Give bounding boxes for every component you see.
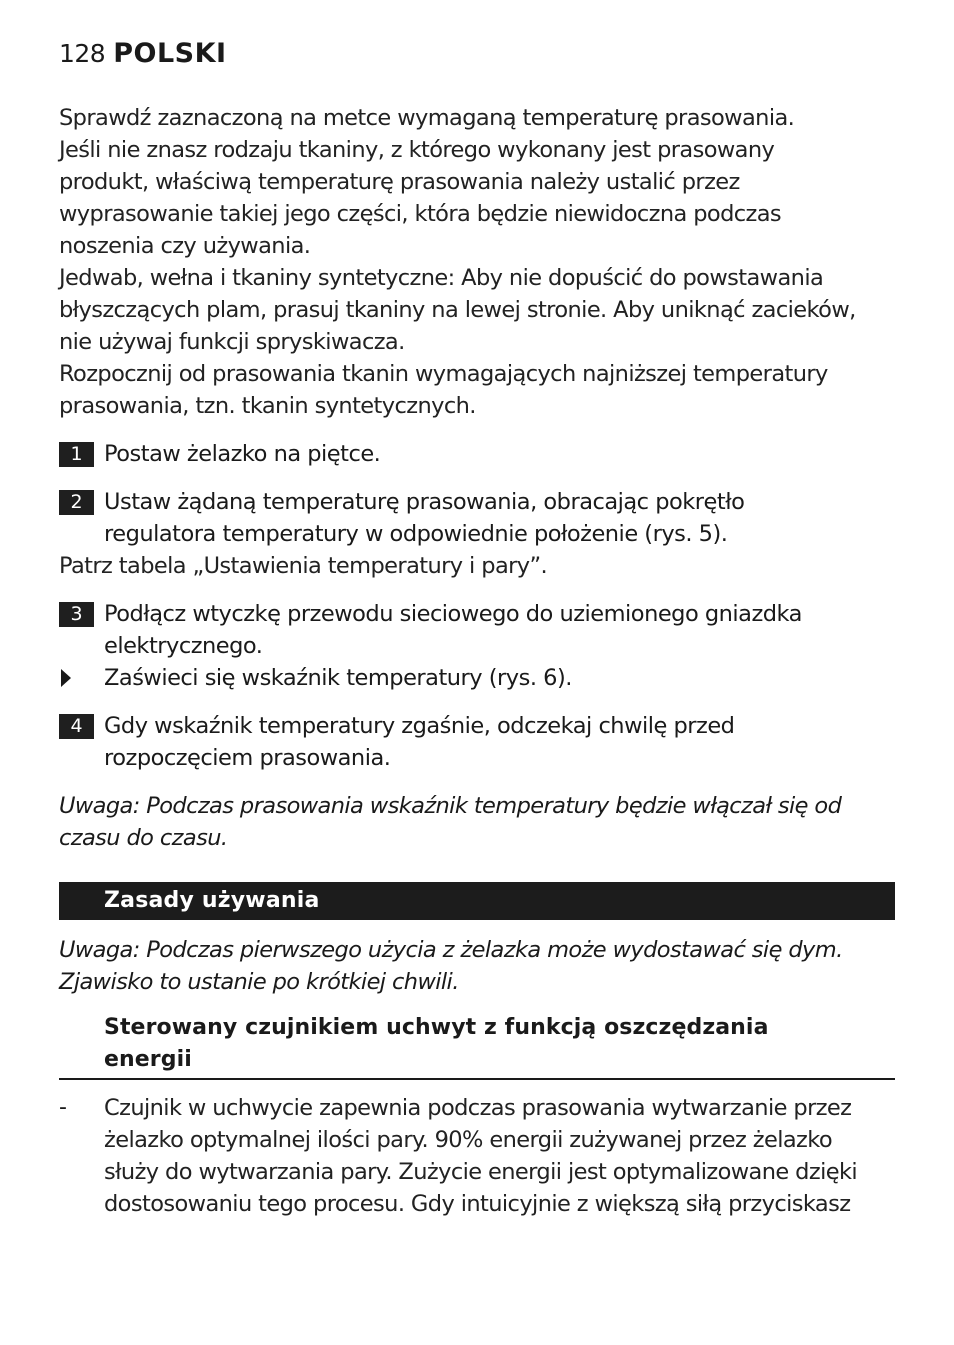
step-text: Postaw żelazko na piętce.: [104, 441, 381, 467]
intro-line: błyszczących plam, prasuj tkaniny na lewej stronie. Aby uniknąć zacieków,: [59, 297, 856, 323]
intro-paragraph: [59, 102, 895, 422]
intro-line: Jedwab, wełna i tkaniny syntetyczne: Aby nie dopuścić do powstawania: [59, 265, 824, 291]
note-temperature: [59, 790, 895, 854]
language-heading: POLSKI: [113, 38, 227, 69]
step-text: Ustaw żądaną temperaturę prasowania, obracając pokrętło: [104, 489, 745, 515]
subheading-line: energii: [104, 1047, 192, 1072]
note-line: Uwaga: Podczas prasowania wskaźnik temperatury będzie włączał się od: [59, 793, 842, 819]
page-content: [59, 102, 895, 1220]
list-item: [59, 1092, 895, 1220]
intro-line: produkt, właściwą temperaturę prasowania należy ustalić przez: [59, 169, 740, 195]
note-first-use: [59, 934, 895, 998]
list-line: żelazko optymalnej ilości pary. 90% energii zużywanej przez żelazko: [104, 1127, 833, 1153]
intro-line: Rozpocznij od prasowania tkanin wymagających najniższej temperatury: [59, 361, 828, 387]
intro-line: wyprasowanie takiej jego części, która będzie niewidoczna podczas: [59, 201, 782, 227]
intro-line: prasowania, tzn. tkanin syntetycznych.: [59, 393, 476, 419]
intro-line: noszenia czy używania.: [59, 233, 311, 259]
list-line: Czujnik w uchwycie zapewnia podczas prasowania wytwarzanie przez: [104, 1095, 852, 1121]
note-line: Zjawisko to ustanie po krótkiej chwili.: [59, 969, 459, 995]
note-line: Uwaga: Podczas pierwszego użycia z żelazka może wydostawać się dym.: [59, 937, 843, 963]
intro-line: Jeśli nie znasz rodzaju tkaniny, z którego wykonany jest prasowany: [59, 137, 775, 163]
step-2: [59, 486, 895, 550]
step-text: regulatora temperatury w odpowiednie położenie (rys. 5).: [104, 521, 728, 547]
intro-line: Sprawdź zaznaczoną na metce wymaganą temperaturę prasowania.: [59, 105, 795, 131]
step-number-badge: 2: [59, 490, 94, 515]
step-3: [59, 598, 895, 662]
step-number-badge: 1: [59, 442, 94, 467]
step-1: [59, 438, 895, 470]
list-line: służy do wytwarzania pary. Zużycie energii jest optymalizowane dzięki: [104, 1159, 858, 1185]
step-text: Gdy wskaźnik temperatury zgaśnie, odczekaj chwilę przed: [104, 713, 735, 739]
step-2-note: Patrz tabela „Ustawienia temperatury i pary”.: [59, 553, 548, 579]
page-number: 128: [59, 39, 106, 68]
step-text: rozpoczęciem prasowania.: [104, 745, 391, 771]
step-text: Podłącz wtyczkę przewodu sieciowego do uziemionego gniazdka: [104, 601, 802, 627]
intro-line: nie używaj funkcji spryskiwacza.: [59, 329, 405, 355]
result-arrow-icon: [61, 669, 71, 687]
page-header: [59, 36, 227, 72]
note-line: czasu do czasu.: [59, 825, 228, 851]
list-dash: -: [59, 1095, 67, 1120]
result-text: Zaświeci się wskaźnik temperatury (rys. 6).: [104, 665, 572, 691]
step-number-badge: 4: [59, 714, 94, 739]
subheading: [59, 1012, 895, 1080]
step-number-badge: 3: [59, 602, 94, 627]
step-4: [59, 710, 895, 774]
step-text: elektrycznego.: [104, 633, 263, 659]
section-heading: Zasady używania: [59, 882, 895, 920]
step-3-result: [59, 662, 895, 694]
subheading-line: Sterowany czujnikiem uchwyt z funkcją oszczędzania: [104, 1015, 769, 1040]
list-line: dostosowaniu tego procesu. Gdy intuicyjnie z większą siłą przyciskasz: [104, 1191, 851, 1217]
